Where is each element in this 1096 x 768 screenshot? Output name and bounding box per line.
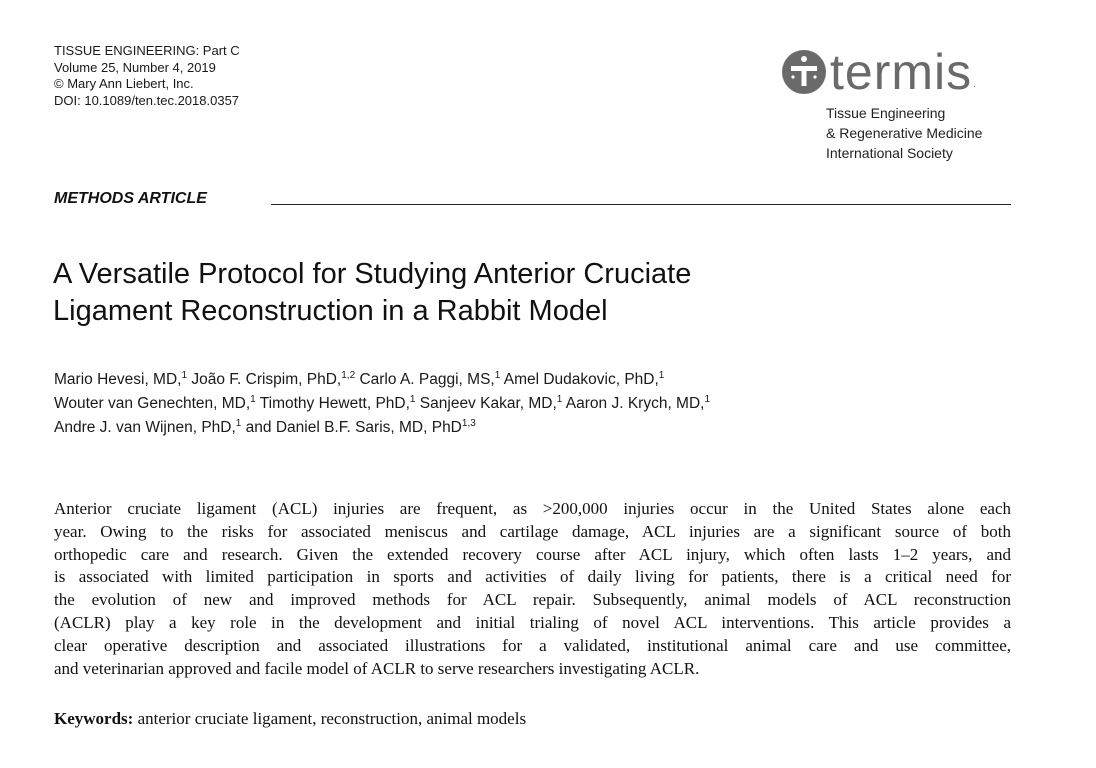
author-affiliation: 1 [704,394,711,405]
author-affiliation: 1 [250,394,256,405]
termis-emblem-icon [780,48,828,96]
author: Carlo A. Paggi, MS, [359,371,495,388]
termis-logo [780,44,1020,164]
section-divider [271,204,1011,205]
author: Wouter van Genechten, MD, [54,395,251,412]
author-line [54,368,710,392]
author: and Daniel B.F. Saris, MD, PhD [245,419,462,436]
journal-name: TISSUE ENGINEERING: Part C [54,43,240,58]
abstract-line: clear operative description and associated illustrations for a validated, institutional animal care and use committee, [54,635,1011,655]
author-affiliation: 1,3 [461,418,476,429]
author: Aaron J. Krych, MD, [565,395,705,412]
society-line: International Society [826,145,953,161]
author-affiliation: 1 [409,394,416,405]
title-line: A Versatile Protocol for Studying Anterior Cruciate [53,258,692,290]
abstract-line: and veterinarian approved and facile model of ACLR to serve researchers investigating ACLR. [54,658,700,678]
society-name [826,103,982,163]
keywords-label: Keywords: [54,709,134,728]
author-line [54,392,710,416]
logo-wordmark: termis [830,44,973,100]
author: Timothy Hewett, PhD, [259,395,410,412]
section-label: METHODS ARTICLE [54,190,207,207]
title-line: Ligament Reconstruction in a Rabbit Model [53,295,608,327]
journal-info [54,43,240,109]
author-affiliation: 1 [494,370,501,381]
journal-copyright: © Mary Ann Liebert, Inc. [54,76,194,91]
author-affiliation: 1 [556,394,563,405]
abstract-line: Anterior cruciate ligament (ACL) injuries are frequent, as >200,000 injuries occur in the United States alone each [54,499,1011,518]
keywords [54,709,526,729]
abstract [54,498,1011,680]
author-line [54,416,710,440]
abstract-line: the evolution of new and improved methods for ACL repair. Subsequently, animal models of ACL reconstruction [54,590,1011,610]
author-list [54,368,710,440]
author-affiliation: 1,2 [341,370,356,381]
journal-volume: Volume 25, Number 4, 2019 [54,59,216,75]
abstract-line: is associated with limited participation in sports and activities of daily living for patients, there is a critical need for [54,567,1011,587]
abstract-line: orthopedic care and research. Given the extended recovery course after ACL injury, which often lasts 1–2 years, and [54,544,1011,564]
author: Sanjeev Kakar, MD, [419,395,557,412]
abstract-line: (ACLR) play a key role in the development and initial trialing of novel ACL interventions. This article provides a [54,612,1011,632]
author-affiliation: 1 [235,418,242,429]
journal-doi: DOI: 10.1089/ten.tec.2018.0357 [54,92,240,108]
abstract-line: year. Owing to the risks for associated meniscus and cartilage damage, ACL injuries are a significant source of both [54,521,1011,541]
society-line: Tissue Engineering [826,105,946,121]
author-affiliation: 1 [181,370,188,381]
author: João F. Crispim, PhD, [191,371,342,388]
keywords-text: anterior cruciate ligament, reconstruction, animal models [137,709,527,728]
society-line: & Regenerative Medicine [826,125,983,141]
logo-row [780,44,976,100]
article-title [53,256,691,330]
author: Amel Dudakovic, PhD, [503,371,659,388]
author: Andre J. van Wijnen, PhD, [54,419,236,436]
logo-mark-dot: . [973,79,976,90]
author-affiliation: 1 [658,370,665,381]
author: Mario Hevesi, MD, [54,371,182,388]
